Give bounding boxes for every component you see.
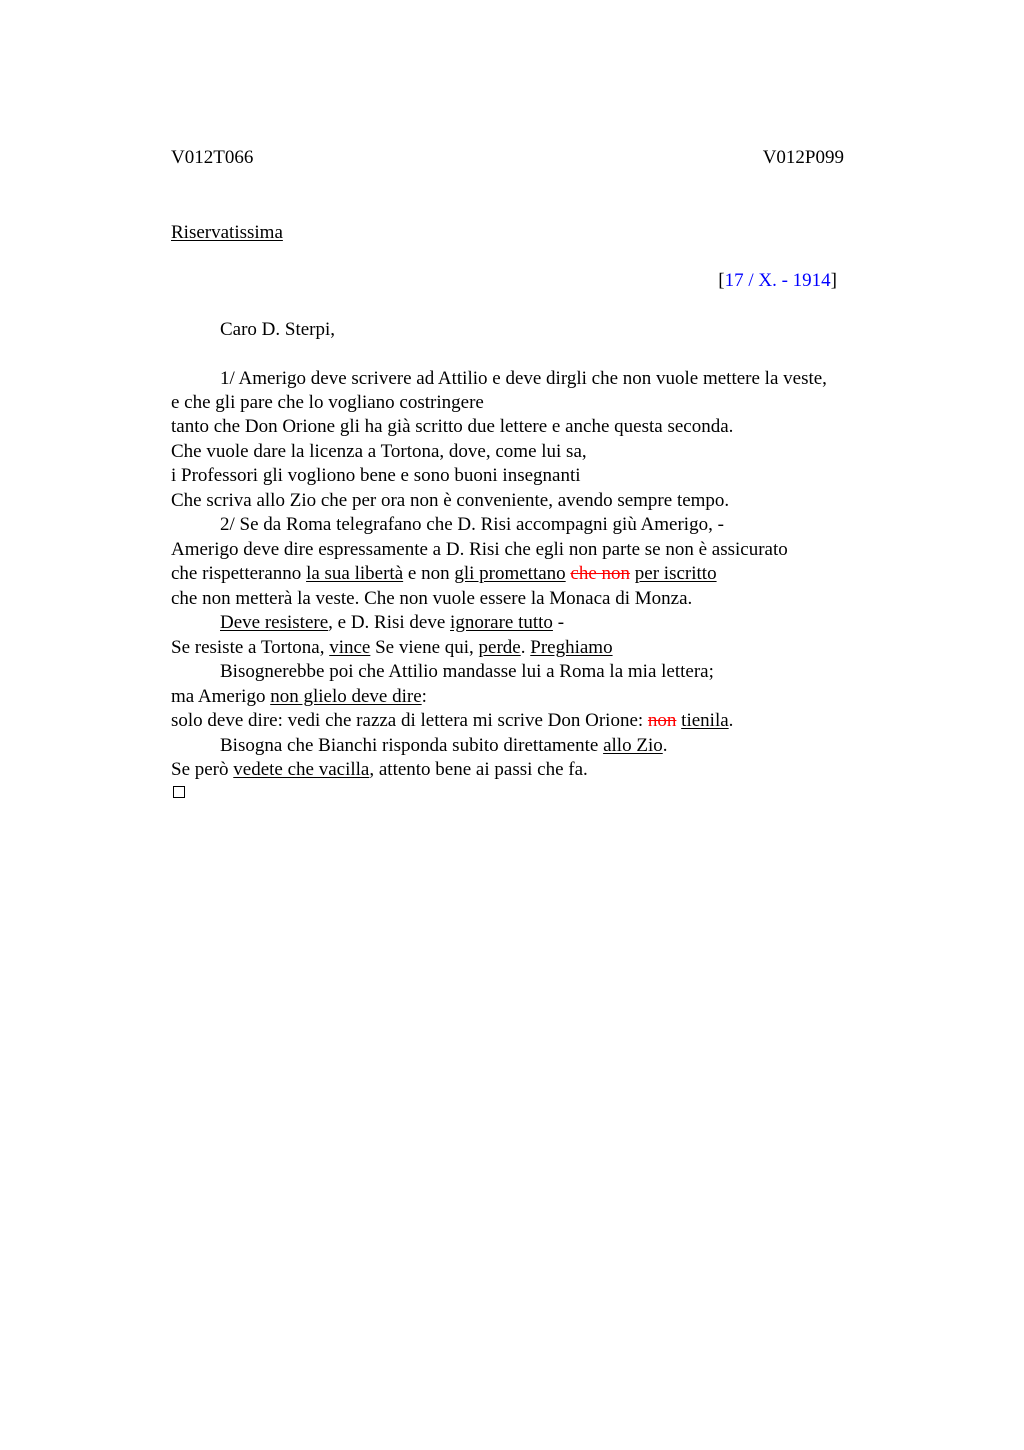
body-line-4: Che vuole dare la licenza a Tortona, dove, come lui sa,	[171, 441, 587, 462]
body-line-7: 2/ Se da Roma telegrafano che D. Risi accompagni giù Amerigo, -	[220, 514, 724, 535]
text-run: :	[421, 686, 427, 707]
text-run: .	[520, 637, 531, 658]
text-run: Se viene qui,	[370, 637, 479, 658]
text-run: che rispetteranno	[171, 563, 307, 584]
document-code-right: V012P099	[762, 147, 844, 168]
underlined-phrase: la sua libertà	[306, 563, 404, 584]
underlined-phrase: ignorare tutto	[450, 612, 553, 633]
body-line-1: 1/ Amerigo deve scrivere ad Attilio e deve dirgli che non vuole mettere la veste,	[220, 368, 827, 389]
underlined-phrase: perde	[478, 637, 521, 658]
body-line-16	[220, 734, 667, 758]
body-line-6: Che scriva allo Zio che per ora non è conveniente, avendo sempre tempo.	[171, 490, 730, 511]
text-run: Se resiste a Tortona,	[171, 637, 330, 658]
deleted-phrase: non	[647, 710, 677, 731]
text-run: e non	[403, 563, 455, 584]
body-line-3: tanto che Don Orione gli ha già scritto due lettere e anche questa seconda.	[171, 416, 734, 437]
underlined-phrase: Preghiamo	[530, 637, 613, 658]
body-line-9	[171, 562, 717, 586]
text-run: .	[662, 735, 668, 756]
document-code-left: V012T066	[171, 147, 254, 168]
underlined-phrase: vince	[329, 637, 371, 658]
body-line-13: Bisognerebbe poi che Attilio mandasse lui a Roma la mia lettera;	[220, 661, 714, 682]
text-run: .	[728, 710, 734, 731]
date-open-bracket: [	[718, 270, 725, 291]
date-text: 17 / X. - 1914	[724, 270, 831, 291]
document-title: Riservatissima	[171, 222, 283, 243]
body-line-10: che non metterà la veste. Che non vuole essere la Monaca di Monza.	[171, 588, 693, 609]
text-run: ma Amerigo	[171, 686, 271, 707]
body-line-14	[171, 685, 427, 709]
underlined-phrase: tienila	[681, 710, 729, 731]
underlined-phrase: allo Zio	[603, 735, 663, 756]
body-line-15	[171, 709, 733, 733]
body-line-17	[171, 758, 588, 782]
body-line-8: Amerigo deve dire espressamente a D. Risi che egli non parte se non è assicurato	[171, 539, 788, 560]
text-run: Se però	[171, 759, 234, 780]
underlined-phrase: gli promettano	[454, 563, 566, 584]
date-line	[718, 269, 837, 293]
text-run: Bisogna che Bianchi risponda subito direttamente	[220, 735, 604, 756]
text-run: , e D. Risi deve	[328, 612, 451, 633]
underlined-phrase: vedete che vacilla	[233, 759, 370, 780]
underlined-phrase: Deve resistere	[220, 612, 329, 633]
underlined-phrase: non glielo deve dire	[270, 686, 422, 707]
body-line-11	[220, 611, 564, 635]
underlined-phrase: per iscritto	[634, 563, 717, 584]
body-line-12	[171, 636, 613, 660]
end-box-icon	[173, 786, 185, 798]
body-line-5: i Professori gli vogliono bene e sono buoni insegnanti	[171, 465, 581, 486]
salutation: Caro D. Sterpi,	[220, 319, 336, 340]
text-run: , attento bene ai passi che fa.	[369, 759, 588, 780]
date-close-bracket: ]	[830, 270, 837, 291]
text-run: -	[552, 612, 565, 633]
text-run: solo deve dire: vedi che razza di lettera mi scrive Don Orione:	[171, 710, 648, 731]
body-line-2: e che gli pare che lo vogliano costringere	[171, 392, 484, 413]
deleted-phrase: che non	[570, 563, 631, 584]
